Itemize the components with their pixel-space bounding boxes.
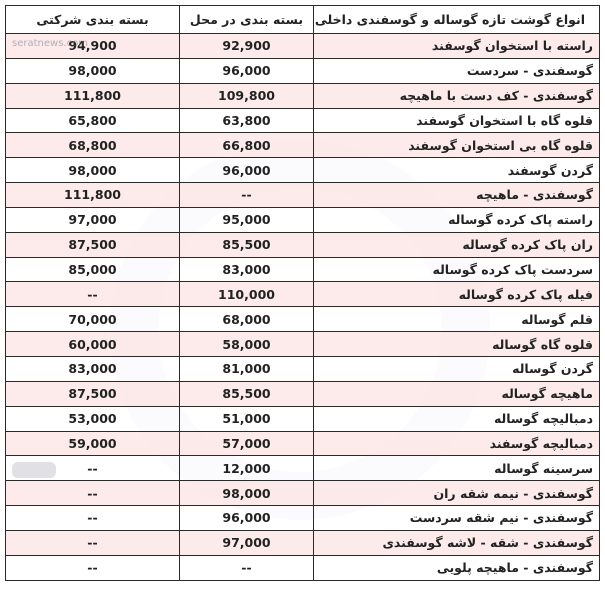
local-price-cell: 58,000 xyxy=(180,332,314,357)
meat-type-cell: سردست پاک کرده گوساله xyxy=(314,257,600,282)
local-price-cell: -- xyxy=(180,183,314,208)
meat-type-cell: گردن گوسفند xyxy=(314,158,600,183)
company-price-cell: -- xyxy=(6,506,180,531)
table-row xyxy=(6,381,600,406)
table-row xyxy=(6,431,600,456)
local-price-cell: 110,000 xyxy=(180,282,314,307)
company-price-cell: 111,800 xyxy=(6,83,180,108)
meat-type-cell: ران پاک کرده گوساله xyxy=(314,232,600,257)
meat-type-cell: قلم گوساله xyxy=(314,307,600,332)
company-price-cell: 59,000 xyxy=(6,431,180,456)
meat-type-cell: گوسفندی - ماهیچه پلویی xyxy=(314,555,600,580)
meat-type-cell: گوسفندی - شقه - لاشه گوسفندی xyxy=(314,530,600,555)
company-price-cell: 83,000 xyxy=(6,356,180,381)
meat-type-cell: گوسفندی - کف دست با ماهیچه xyxy=(314,83,600,108)
company-price-cell: -- xyxy=(6,481,180,506)
local-price-cell: 96,000 xyxy=(180,506,314,531)
local-price-cell: 57,000 xyxy=(180,431,314,456)
table-row xyxy=(6,257,600,282)
meat-type-cell: قلوه گاه گوساله xyxy=(314,332,600,357)
table-row xyxy=(6,456,600,481)
company-price-cell: 111,800 xyxy=(6,183,180,208)
table-row xyxy=(6,58,600,83)
company-price-cell: 98,000 xyxy=(6,58,180,83)
table-row xyxy=(6,282,600,307)
table-body xyxy=(6,34,600,581)
local-price-cell: 96,000 xyxy=(180,158,314,183)
local-price-cell: 66,800 xyxy=(180,133,314,158)
local-price-cell: 97,000 xyxy=(180,530,314,555)
company-price-cell: 97,000 xyxy=(6,207,180,232)
company-price-cell: 87,500 xyxy=(6,381,180,406)
company-price-cell: -- xyxy=(6,456,180,481)
table-row xyxy=(6,158,600,183)
local-price-cell: 63,800 xyxy=(180,108,314,133)
meat-type-cell: گوسفندی - نیم شقه سردست xyxy=(314,506,600,531)
meat-type-cell: گوسفندی - سردست xyxy=(314,58,600,83)
table-row xyxy=(6,555,600,580)
local-price-cell: 96,000 xyxy=(180,58,314,83)
company-price-cell: 70,000 xyxy=(6,307,180,332)
company-price-cell: 53,000 xyxy=(6,406,180,431)
meat-type-cell: راسته پاک کرده گوساله xyxy=(314,207,600,232)
company-price-cell: 98,000 xyxy=(6,158,180,183)
local-price-cell: 81,000 xyxy=(180,356,314,381)
local-price-cell: 95,000 xyxy=(180,207,314,232)
table-header-row xyxy=(6,6,600,34)
meat-type-cell: راسته با استخوان گوسفند xyxy=(314,34,600,59)
company-price-cell: 65,800 xyxy=(6,108,180,133)
company-price-cell: 87,500 xyxy=(6,232,180,257)
header-local-packaging: بسته بندی در محل xyxy=(180,6,314,34)
table-row xyxy=(6,133,600,158)
table-row xyxy=(6,530,600,555)
company-price-cell: -- xyxy=(6,282,180,307)
local-price-cell: -- xyxy=(180,555,314,580)
local-price-cell: 98,000 xyxy=(180,481,314,506)
table-row xyxy=(6,356,600,381)
meat-price-table xyxy=(5,5,600,581)
meat-type-cell: دمبالیچه گوسفند xyxy=(314,431,600,456)
meat-type-cell: گردن گوساله xyxy=(314,356,600,381)
table-row xyxy=(6,307,600,332)
local-price-cell: 12,000 xyxy=(180,456,314,481)
table-row xyxy=(6,34,600,59)
table-row xyxy=(6,506,600,531)
header-company-packaging: بسته بندی شرکتی xyxy=(6,6,180,34)
table-row xyxy=(6,207,600,232)
meat-type-cell: گوسفندی - ماهیچه xyxy=(314,183,600,208)
local-price-cell: 83,000 xyxy=(180,257,314,282)
meat-type-cell: قلوه گاه بی استخوان گوسفند xyxy=(314,133,600,158)
table-row xyxy=(6,481,600,506)
table-row xyxy=(6,406,600,431)
company-price-cell: 94,900 xyxy=(6,34,180,59)
local-price-cell: 51,000 xyxy=(180,406,314,431)
table-row xyxy=(6,332,600,357)
meat-type-cell: ماهیچه گوساله xyxy=(314,381,600,406)
watermark-site-text: seratnews.com xyxy=(12,38,88,49)
company-price-cell: -- xyxy=(6,530,180,555)
table-row xyxy=(6,183,600,208)
company-price-cell: 85,000 xyxy=(6,257,180,282)
table-row xyxy=(6,232,600,257)
table-row xyxy=(6,108,600,133)
company-price-cell: -- xyxy=(6,555,180,580)
meat-type-cell: دمبالیچه گوساله xyxy=(314,406,600,431)
table-row xyxy=(6,83,600,108)
company-price-cell: 60,000 xyxy=(6,332,180,357)
local-price-cell: 85,500 xyxy=(180,232,314,257)
local-price-cell: 109,800 xyxy=(180,83,314,108)
meat-type-cell: فیله پاک کرده گوساله xyxy=(314,282,600,307)
company-price-cell: 68,800 xyxy=(6,133,180,158)
header-meat-type: انواع گوشت تازه گوساله و گوسفندی داخلی xyxy=(314,6,600,34)
meat-type-cell: گوسفندی - نیمه شقه ران xyxy=(314,481,600,506)
local-price-cell: 85,500 xyxy=(180,381,314,406)
meat-type-cell: سرسینه گوساله xyxy=(314,456,600,481)
local-price-cell: 92,900 xyxy=(180,34,314,59)
local-price-cell: 68,000 xyxy=(180,307,314,332)
meat-type-cell: قلوه گاه با استخوان گوسفند xyxy=(314,108,600,133)
